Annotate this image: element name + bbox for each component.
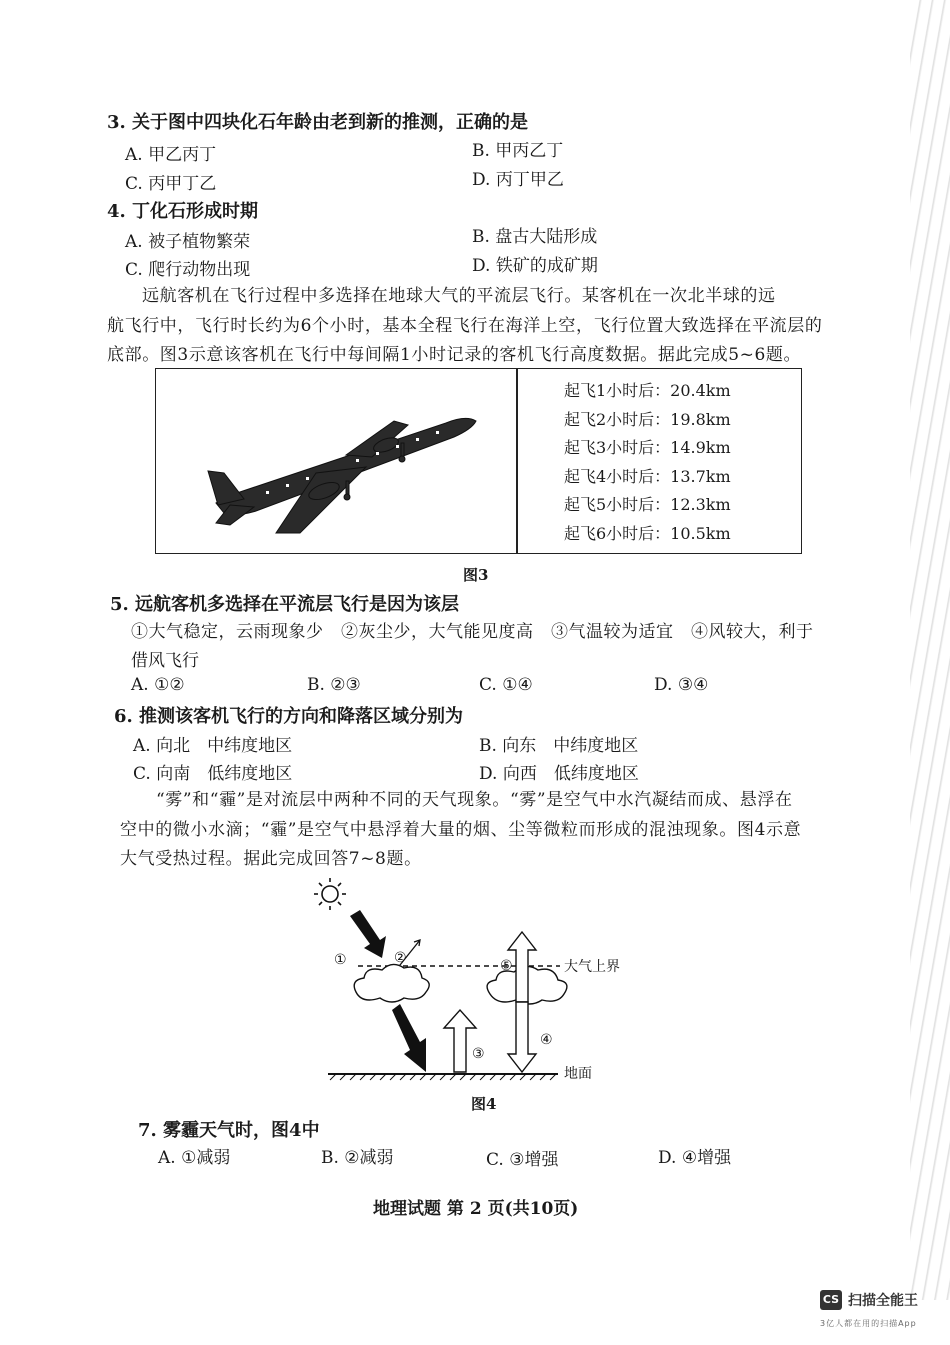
q5-stem: 5. 远航客机多选择在平流层飞行是因为该层 [110,594,460,615]
q3-stem: 3. 关于图中四块化石年龄由老到新的推测，正确的是 [107,112,529,133]
q4-option-b: B. 盘古大陆形成 [472,227,598,247]
q3-option-a: A. 甲乙丙丁 [125,145,217,165]
q7-stem: 7. 雾霾天气时，图4中 [138,1120,320,1141]
passage2-line-3: 大气受热过程。据此完成回答7~8题。 [120,849,422,869]
altitude-list [564,377,731,549]
label-2: ② [394,950,407,966]
q5-option-d: D. ③④ [654,675,709,695]
figure-3-divider [516,369,518,553]
altitude-row-2: 起飞2小时后：19.8km [564,409,731,429]
q7-option-a: A. ①减弱 [158,1148,231,1168]
q7-option-c: C. ③增强 [486,1150,559,1170]
passage2-line-1: “雾”和“霾”是对流层中两种不同的天气现象。“雾”是空气中水汽凝结而成、悬浮在 [156,790,793,810]
q6-option-d: D. 向西 低纬度地区 [479,764,639,784]
altitude-row-1: 起飞1小时后：20.4km [564,381,731,400]
camscanner-subtitle: 3亿人都在用的扫描App [820,1319,917,1328]
altitude-row-3: 起飞3小时后：14.9km [564,438,731,458]
passage1-line-1: 远航客机在飞行过程中多选择在地球大气的平流层飞行。某客机在一次北半球的远 [142,286,776,306]
camscanner-logo: CS [820,1290,842,1310]
q3-option-b: B. 甲丙乙丁 [472,141,564,161]
label-3: ③ [472,1046,485,1062]
passage2-line-2: 空中的微小水滴；“霾”是空气中悬浮着大量的烟、尘等微粒而形成的混浊现象。图4示意 [120,820,802,840]
altitude-row-5: 起飞5小时后：12.3km [564,495,731,515]
altitude-row-6: 起飞6小时后：10.5km [564,523,731,543]
q5-statements-line-2: 借风飞行 [131,651,199,671]
passage1-line-2: 航飞行中，飞行时长约为6个小时，基本全程飞行在海洋上空，飞行位置大致选择在平流层的 [107,316,823,336]
q3-option-c: C. 丙甲丁乙 [125,174,217,194]
page-footer: 地理试题 第 2 页(共10页) [373,1199,579,1219]
label-ground: 地面 [564,1066,592,1082]
arrow-3-ground-radiation [444,1010,476,1072]
sun-icon [314,878,346,910]
q7-option-b: B. ②减弱 [321,1148,394,1168]
q5-statements-line-1: ①大气稳定，云雨现象少 ②灰尘少，大气能见度高 ③气温较为适宜 ④风较大，利于 [131,622,814,642]
camscanner-title: 扫描全能王 [848,1293,918,1309]
figure-4-diagram [300,874,640,1084]
figure-4-caption: 图4 [471,1095,497,1113]
label-1: ① [334,952,347,968]
arrow-4-counter-radiation [508,1002,536,1072]
passage1-line-3: 底部。图3示意该客机在飞行中每间隔1小时记录的客机飞行高度数据。据此完成5~6题。 [107,345,802,365]
q4-option-d: D. 铁矿的成矿期 [472,256,598,276]
q6-stem: 6. 推测该客机飞行的方向和降落区域分别为 [114,706,464,727]
q4-stem: 4. 丁化石形成时期 [107,201,259,222]
q5-option-b: B. ②③ [307,675,361,695]
q5-option-c: C. ①④ [479,675,533,695]
q6-option-a: A. 向北 中纬度地区 [133,736,293,756]
q3-option-d: D. 丙丁甲乙 [472,170,564,190]
q7-option-d: D. ④增强 [658,1148,732,1168]
q6-option-b: B. 向东 中纬度地区 [479,736,639,756]
page-edge-shadow [910,0,950,1300]
q4-option-c: C. 爬行动物出现 [125,260,251,280]
label-5: ⑤ [500,958,513,974]
label-atmosphere-top: 大气上界 [564,959,620,975]
arrow-1-incoming-radiation [350,910,386,958]
cloud-left [354,964,429,1002]
label-4: ④ [540,1032,553,1048]
arrow-surface-radiation [392,1004,426,1072]
altitude-row-4: 起飞4小时后：13.7km [564,466,731,486]
figure-3-caption: 图3 [463,566,489,584]
figure-3-box [155,368,802,554]
q5-option-a: A. ①② [131,675,185,695]
q4-option-a: A. 被子植物繁荣 [125,232,251,252]
q6-option-c: C. 向南 低纬度地区 [133,764,293,784]
airplane-image [196,383,496,543]
